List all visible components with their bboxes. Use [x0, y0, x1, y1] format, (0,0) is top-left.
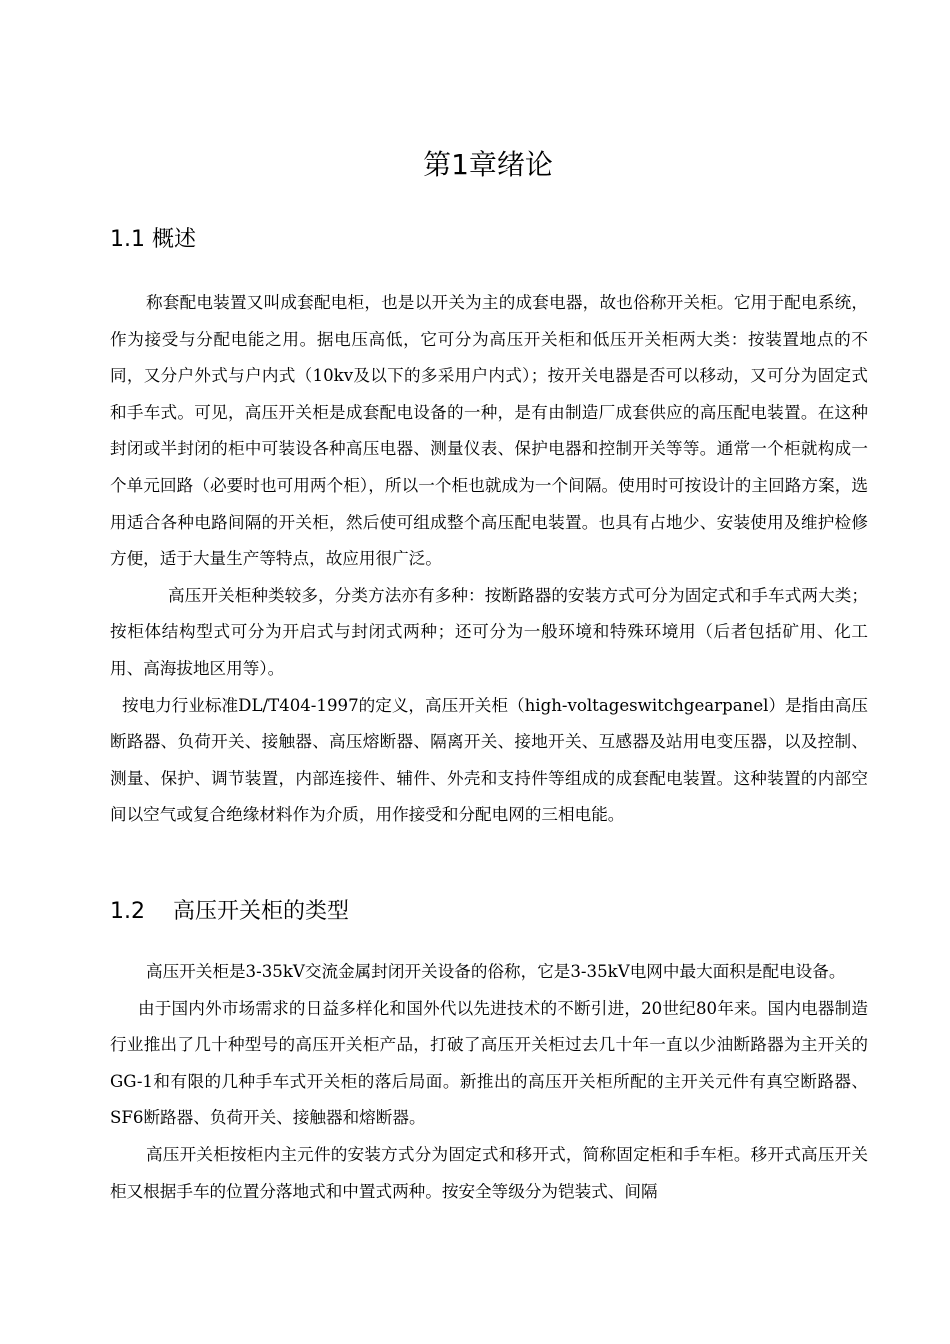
section-1-1-body: [110, 285, 868, 834]
section-heading-1-1: 1.1 概述: [110, 227, 196, 252]
chapter-title: 第1章绪论: [423, 148, 553, 181]
paragraph: 高压开关柜按柜内主元件的安装方式分为固定式和移开式，简称固定柜和手车柜。移开式高压开关柜又根据手车的位置分落地式和中置式两种。按安全等级分为铠装式、间隔: [110, 1144, 868, 1201]
paragraph: 高压开关柜种类较多，分类方法亦有多种：按断路器的安装方式可分为固定式和手车式两大类；按柜体结构型式可分为开启式与封闭式两种；还可分为一般环境和特殊环境用（后者包括矿用、化工用、高海拔地区用等）。: [110, 585, 868, 678]
paragraph: 由于国内外市场需求的日益多样化和国外代以先进技术的不断引进，20世纪80年来。国内电器制造行业推出了几十种型号的高压开关柜产品，打破了高压开关柜过去几十年一直以少油断路器为主开关的GG-1和有限的几种手车式开关柜的落后局面。新推出的高压开关柜所配的主开关元件有真空断路器、SF6断路器、负荷开关、接触器和熔断器。: [110, 998, 868, 1128]
paragraph: 称套配电装置又叫成套配电柜，也是以开关为主的成套电器，故也俗称开关柜。它用于配电系统，作为接受与分配电能之用。据电压高低，它可分为高压开关柜和低压开关柜两大类：按装置地点的不同，又分户外式与户内式（10kv及以下的多采用户内式）；按开关电器是否可以移动，又可分为固定式和手车式。可见，高压开关柜是成套配电设备的一种，是有由制造厂成套供应的高压配电装置。在这种封闭或半封闭的柜中可装设各种高压电器、测量仪表、保护电器和控制开关等等。通常一个柜就构成一个单元回路（必要时也可用两个柜），所以一个柜也就成为一个间隔。使用时可按设计的主回路方案，选用适合各种电路间隔的开关柜，然后使可组成整个高压配电装置。也具有占地少、安装使用及维护检修方便，适于大量生产等特点，故应用很广泛。: [110, 293, 868, 569]
paragraph: 按电力行业标准DL/T404-1997的定义，高压开关柜（high-voltageswitchgearpanel）是指由高压断路器、负荷开关、接触器、高压熔断器、隔离开关、接地开关、互感器及站用电变压器，以及控制、测量、保护、调节装置，内部连接件、辅件、外壳和支持件等组成的成套配电装置。这种装置的内部空间以空气或复合绝缘材料作为介质，用作接受和分配电网的三相电能。: [110, 695, 869, 825]
section-1-2-body: [110, 954, 868, 1210]
paragraph: 高压开关柜是3-35kV交流金属封闭开关设备的俗称，它是3-35kV电网中最大面积是配电设备。: [146, 962, 846, 981]
section-heading-1-2: 1.2 高压开关柜的类型: [110, 899, 349, 924]
